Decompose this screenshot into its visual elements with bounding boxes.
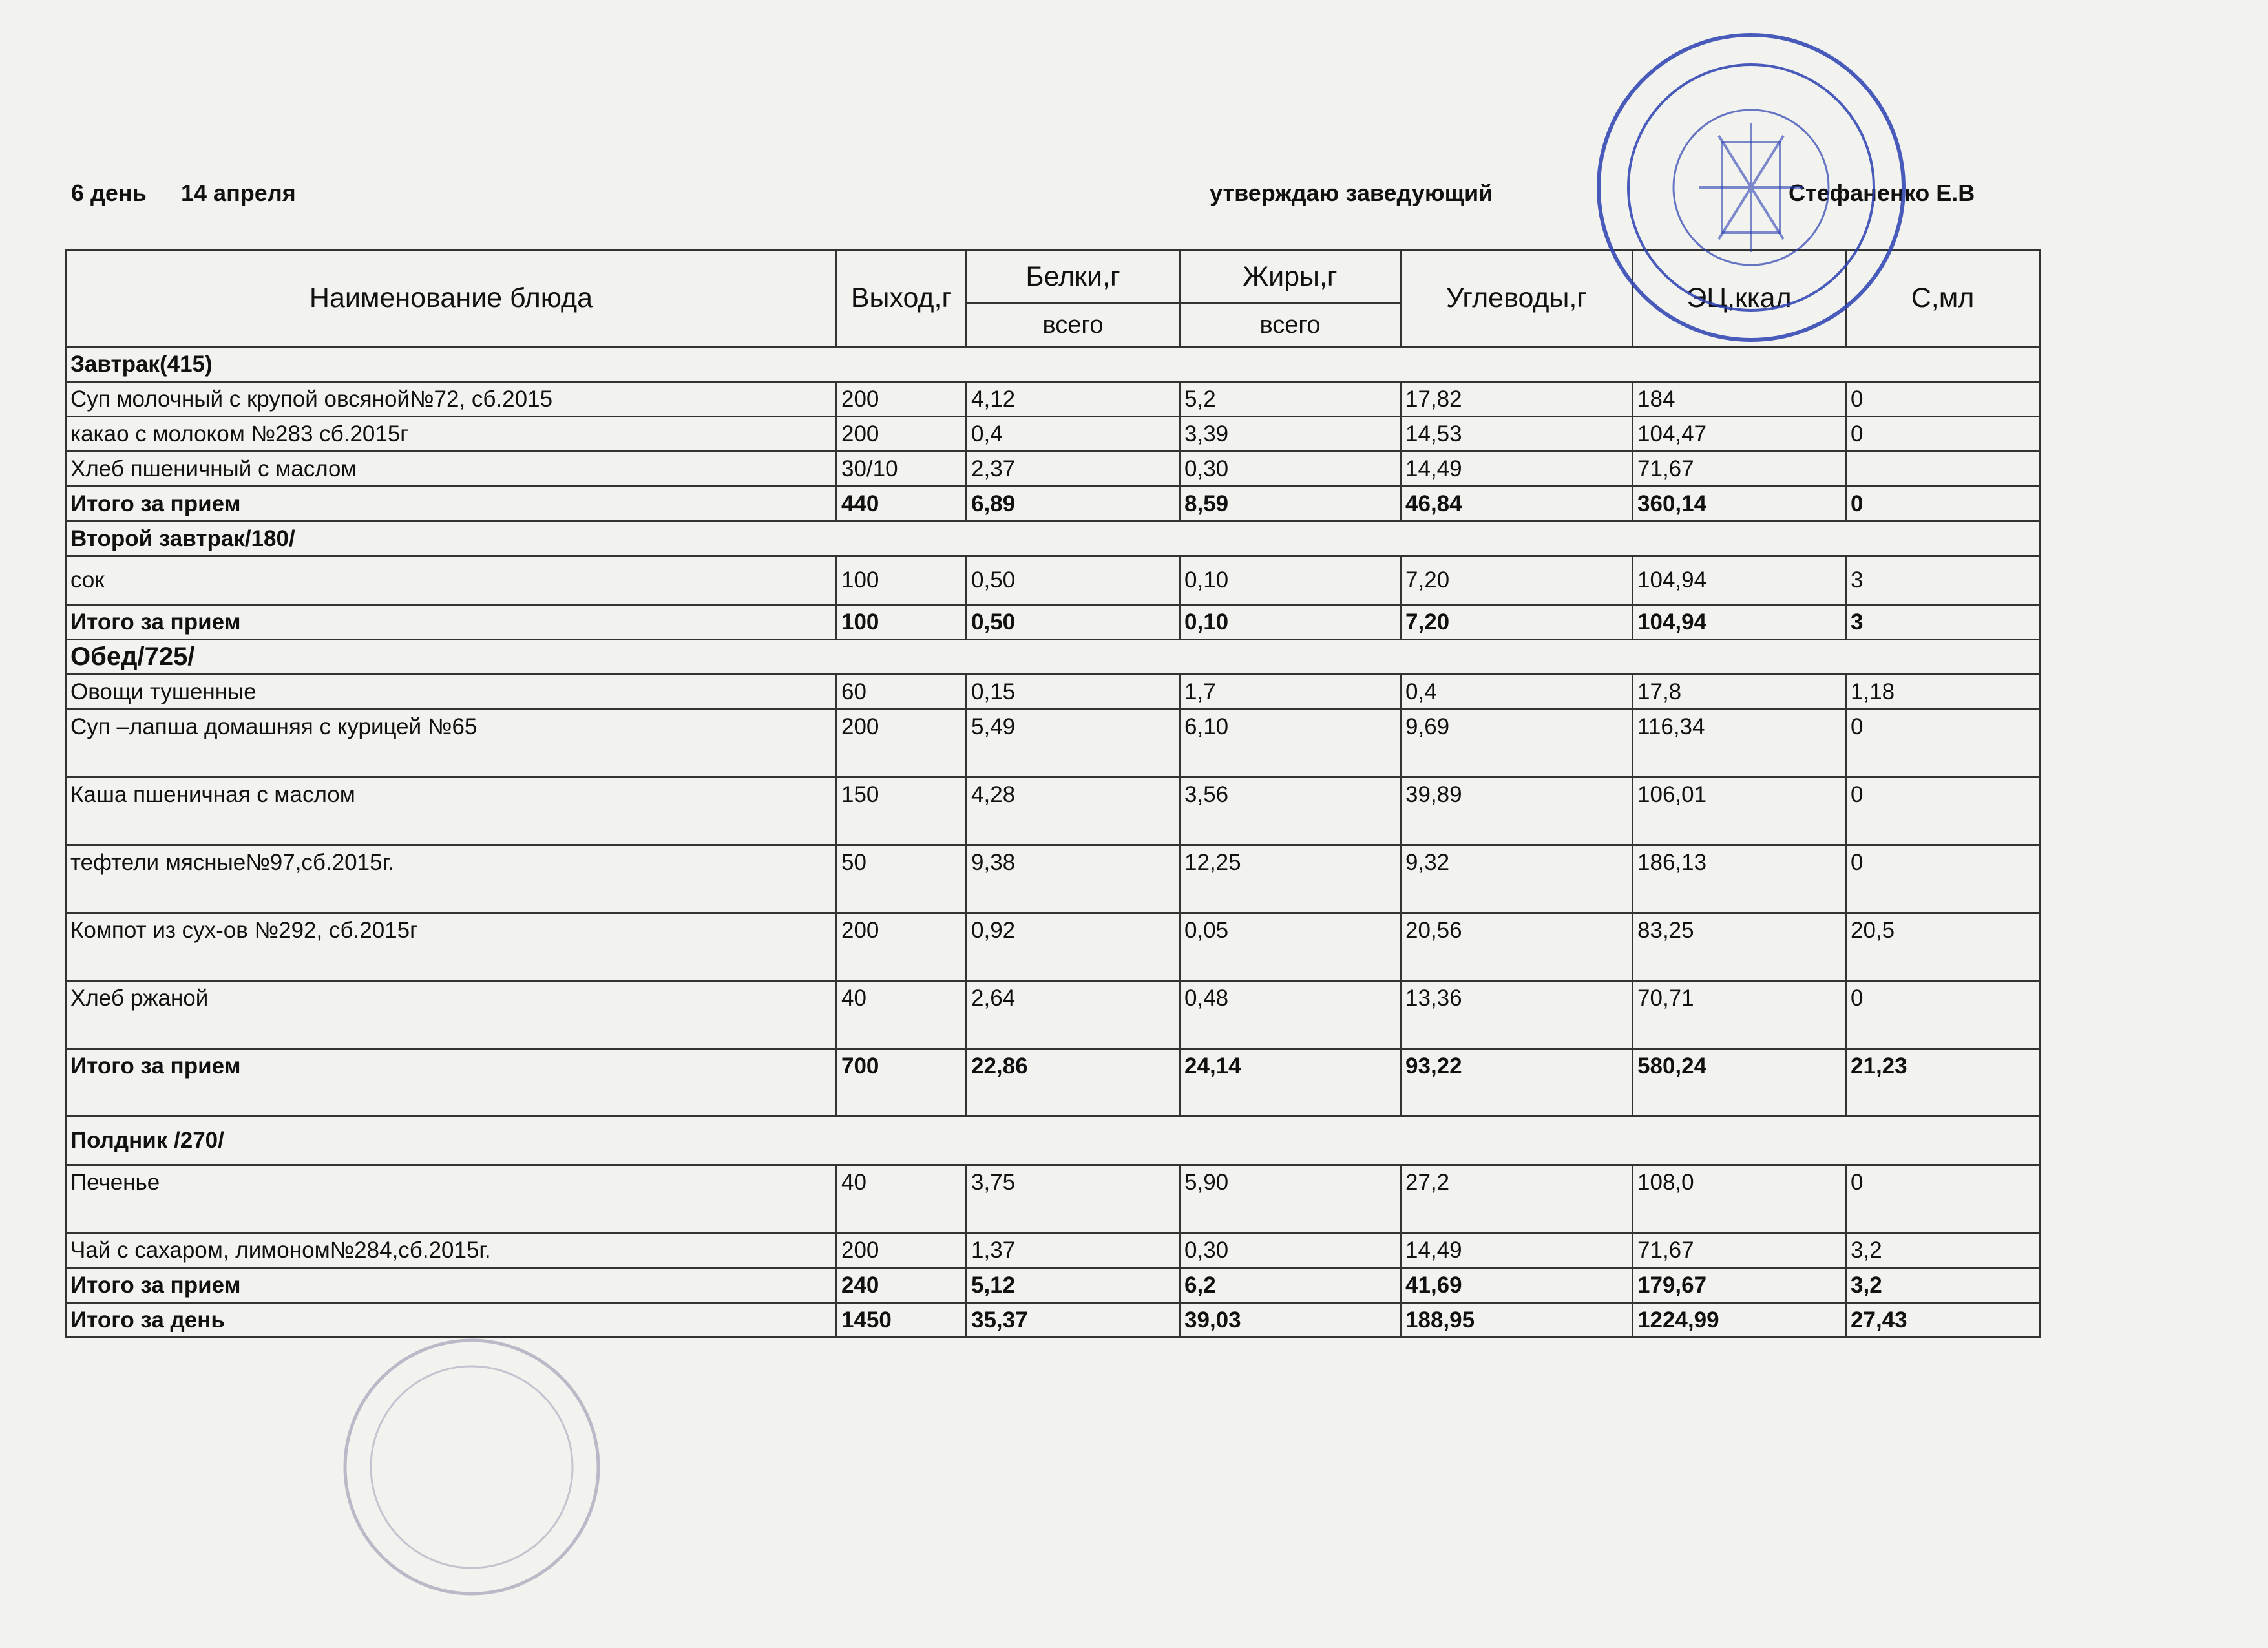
dish-fat: 0,48 — [1180, 981, 1401, 1049]
dish-yield: 40 — [837, 1165, 967, 1233]
dish-fat: 12,25 — [1180, 845, 1401, 913]
col-protein-header: Белки,г — [967, 250, 1180, 304]
subtotal-yield: 700 — [837, 1049, 967, 1117]
dish-fat: 0,10 — [1180, 556, 1401, 605]
dish-carbs: 0,4 — [1401, 675, 1633, 710]
subtotal-fat: 6,2 — [1180, 1268, 1401, 1303]
subtotal-yield: 440 — [837, 487, 967, 522]
header-row — [66, 250, 2040, 304]
subtotal-vitc: 3,2 — [1846, 1268, 2040, 1303]
subtotal-carbs: 7,20 — [1401, 605, 1633, 640]
dish-vitc: 0 — [1846, 981, 2040, 1049]
signer-name: Стефаненко Е.В — [1789, 180, 1975, 206]
dish-yield: 60 — [837, 675, 967, 710]
dish-yield: 150 — [837, 777, 967, 845]
dish-carbs: 14,49 — [1401, 452, 1633, 487]
dish-carbs: 13,36 — [1401, 981, 1633, 1049]
subtotal-label: Итого за прием — [66, 1268, 837, 1303]
dish-yield: 30/10 — [837, 452, 967, 487]
dish-protein: 1,37 — [967, 1233, 1180, 1268]
dish-vitc — [1846, 452, 2040, 487]
dish-energy: 71,67 — [1633, 1233, 1846, 1268]
subtotal-energy: 179,67 — [1633, 1268, 1846, 1303]
dish-protein: 4,12 — [967, 382, 1180, 417]
table-row — [66, 1165, 2040, 1233]
dish-name: сок — [66, 556, 837, 605]
dish-energy: 71,67 — [1633, 452, 1846, 487]
col-name-header: Наименование блюда — [66, 250, 837, 347]
dish-name: Хлеб ржаной — [66, 981, 837, 1049]
dish-name: Чай с сахаром, лимоном№284,сб.2015г. — [66, 1233, 837, 1268]
dish-vitc: 0 — [1846, 777, 2040, 845]
dish-energy: 108,0 — [1633, 1165, 1846, 1233]
dish-name: Печенье — [66, 1165, 837, 1233]
dish-yield: 200 — [837, 382, 967, 417]
subtotal-row — [66, 1049, 2040, 1117]
subtotal-row — [66, 487, 2040, 522]
dish-protein: 0,50 — [967, 556, 1180, 605]
dish-fat: 5,90 — [1180, 1165, 1401, 1233]
dish-energy: 104,94 — [1633, 556, 1846, 605]
subtotal-vitc: 3 — [1846, 605, 2040, 640]
page-header — [71, 180, 1997, 218]
subtotal-fat: 24,14 — [1180, 1049, 1401, 1117]
date-label: 14 апреля — [181, 180, 296, 206]
subtotal-yield: 240 — [837, 1268, 967, 1303]
dish-fat: 0,30 — [1180, 452, 1401, 487]
subtotal-label: Итого за прием — [66, 487, 837, 522]
approve-label: утверждаю заведующий — [1210, 180, 1493, 206]
dish-carbs: 27,2 — [1401, 1165, 1633, 1233]
dish-energy: 104,47 — [1633, 417, 1846, 452]
dish-yield: 50 — [837, 845, 967, 913]
dish-carbs: 14,49 — [1401, 1233, 1633, 1268]
col-yield-header: Выход,г — [837, 250, 967, 347]
dish-carbs: 20,56 — [1401, 913, 1633, 981]
day-total-row — [66, 1303, 2040, 1338]
subtotal-carbs: 41,69 — [1401, 1268, 1633, 1303]
dish-protein: 2,37 — [967, 452, 1180, 487]
menu-table — [65, 249, 2041, 1338]
dish-yield: 200 — [837, 1233, 967, 1268]
section-breakfast: Завтрак(415) — [66, 347, 2040, 382]
dish-carbs: 9,32 — [1401, 845, 1633, 913]
dish-name: Овощи тушенные — [66, 675, 837, 710]
dish-carbs: 17,82 — [1401, 382, 1633, 417]
dish-name: Суп –лапша домашняя с курицей №65 — [66, 710, 837, 777]
dish-protein: 4,28 — [967, 777, 1180, 845]
subtotal-vitc: 0 — [1846, 487, 2040, 522]
dish-protein: 0,4 — [967, 417, 1180, 452]
subtotal-fat: 8,59 — [1180, 487, 1401, 522]
dish-name: Компот из сух-ов №292, сб.2015г — [66, 913, 837, 981]
dish-yield: 200 — [837, 710, 967, 777]
dish-yield: 200 — [837, 913, 967, 981]
subtotal-label: Итого за прием — [66, 1049, 837, 1117]
subtotal-energy: 104,94 — [1633, 605, 1846, 640]
dish-protein: 5,49 — [967, 710, 1180, 777]
dish-protein: 9,38 — [967, 845, 1180, 913]
day-total-yield: 1450 — [837, 1303, 967, 1338]
dish-vitc: 3,2 — [1846, 1233, 2040, 1268]
day-total-carbs: 188,95 — [1401, 1303, 1633, 1338]
dish-energy: 184 — [1633, 382, 1846, 417]
subtotal-carbs: 93,22 — [1401, 1049, 1633, 1117]
dish-protein: 3,75 — [967, 1165, 1180, 1233]
fat-total-header: всего — [1180, 304, 1401, 347]
protein-total-header: всего — [967, 304, 1180, 347]
section-row — [66, 1117, 2040, 1165]
subtotal-vitc: 21,23 — [1846, 1049, 2040, 1117]
dish-energy: 116,34 — [1633, 710, 1846, 777]
subtotal-energy: 360,14 — [1633, 487, 1846, 522]
dish-fat: 0,05 — [1180, 913, 1401, 981]
day-total-label: Итого за день — [66, 1303, 837, 1338]
section-row — [66, 347, 2040, 382]
subtotal-fat: 0,10 — [1180, 605, 1401, 640]
subtotal-carbs: 46,84 — [1401, 487, 1633, 522]
bleed-through-stamp — [336, 1331, 607, 1603]
day-label: 6 день — [71, 180, 147, 206]
dish-carbs: 14,53 — [1401, 417, 1633, 452]
dish-name: тефтели мясные№97,сб.2015г. — [66, 845, 837, 913]
dish-name: Каша пшеничная с маслом — [66, 777, 837, 845]
subtotal-protein: 6,89 — [967, 487, 1180, 522]
table-row — [66, 382, 2040, 417]
subtotal-protein: 22,86 — [967, 1049, 1180, 1117]
subtotal-row — [66, 605, 2040, 640]
dish-energy: 17,8 — [1633, 675, 1846, 710]
dish-vitc: 0 — [1846, 845, 2040, 913]
dish-fat: 0,30 — [1180, 1233, 1401, 1268]
section-second-breakfast: Второй завтрак/180/ — [66, 522, 2040, 556]
dish-name: какао с молоком №283 сб.2015г — [66, 417, 837, 452]
section-row — [66, 522, 2040, 556]
dish-vitc: 3 — [1846, 556, 2040, 605]
dish-fat: 1,7 — [1180, 675, 1401, 710]
subtotal-protein: 5,12 — [967, 1268, 1180, 1303]
dish-vitc: 1,18 — [1846, 675, 2040, 710]
dish-fat: 6,10 — [1180, 710, 1401, 777]
day-total-vitc: 27,43 — [1846, 1303, 2040, 1338]
dish-protein: 0,92 — [967, 913, 1180, 981]
table-row — [66, 1233, 2040, 1268]
dish-energy: 106,01 — [1633, 777, 1846, 845]
dish-energy: 70,71 — [1633, 981, 1846, 1049]
dish-vitc: 0 — [1846, 1165, 2040, 1233]
table-row — [66, 777, 2040, 845]
table-row — [66, 556, 2040, 605]
day-total-protein: 35,37 — [967, 1303, 1180, 1338]
dish-fat: 3,56 — [1180, 777, 1401, 845]
subtotal-label: Итого за прием — [66, 605, 837, 640]
dish-vitc: 20,5 — [1846, 913, 2040, 981]
dish-yield: 40 — [837, 981, 967, 1049]
dish-protein: 0,15 — [967, 675, 1180, 710]
table-row — [66, 452, 2040, 487]
dish-name: Суп молочный с крупой овсяной№72, сб.2015 — [66, 382, 837, 417]
subtotal-row — [66, 1268, 2040, 1303]
col-carbs-header: Углеводы,г — [1401, 250, 1633, 347]
section-row — [66, 640, 2040, 675]
table-row — [66, 417, 2040, 452]
table-row — [66, 845, 2040, 913]
dish-carbs: 9,69 — [1401, 710, 1633, 777]
dish-energy: 186,13 — [1633, 845, 1846, 913]
table-row — [66, 710, 2040, 777]
dish-fat: 3,39 — [1180, 417, 1401, 452]
col-fat-header: Жиры,г — [1180, 250, 1401, 304]
col-energy-header: ЭЦ,ккал — [1633, 250, 1846, 347]
dish-carbs: 39,89 — [1401, 777, 1633, 845]
subtotal-yield: 100 — [837, 605, 967, 640]
dish-vitc: 0 — [1846, 382, 2040, 417]
col-vitc-header: С,мл — [1846, 250, 2040, 347]
table-row — [66, 981, 2040, 1049]
table-row — [66, 675, 2040, 710]
section-snack: Полдник /270/ — [66, 1117, 2040, 1165]
subtotal-energy: 580,24 — [1633, 1049, 1846, 1117]
section-lunch: Обед/725/ — [66, 640, 2040, 675]
day-total-energy: 1224,99 — [1633, 1303, 1846, 1338]
dish-fat: 5,2 — [1180, 382, 1401, 417]
dish-energy: 83,25 — [1633, 913, 1846, 981]
dish-yield: 200 — [837, 417, 967, 452]
dish-yield: 100 — [837, 556, 967, 605]
dish-name: Хлеб пшеничный с маслом — [66, 452, 837, 487]
dish-vitc: 0 — [1846, 710, 2040, 777]
subtotal-protein: 0,50 — [967, 605, 1180, 640]
dish-vitc: 0 — [1846, 417, 2040, 452]
dish-protein: 2,64 — [967, 981, 1180, 1049]
table-row — [66, 913, 2040, 981]
day-total-fat: 39,03 — [1180, 1303, 1401, 1338]
dish-carbs: 7,20 — [1401, 556, 1633, 605]
